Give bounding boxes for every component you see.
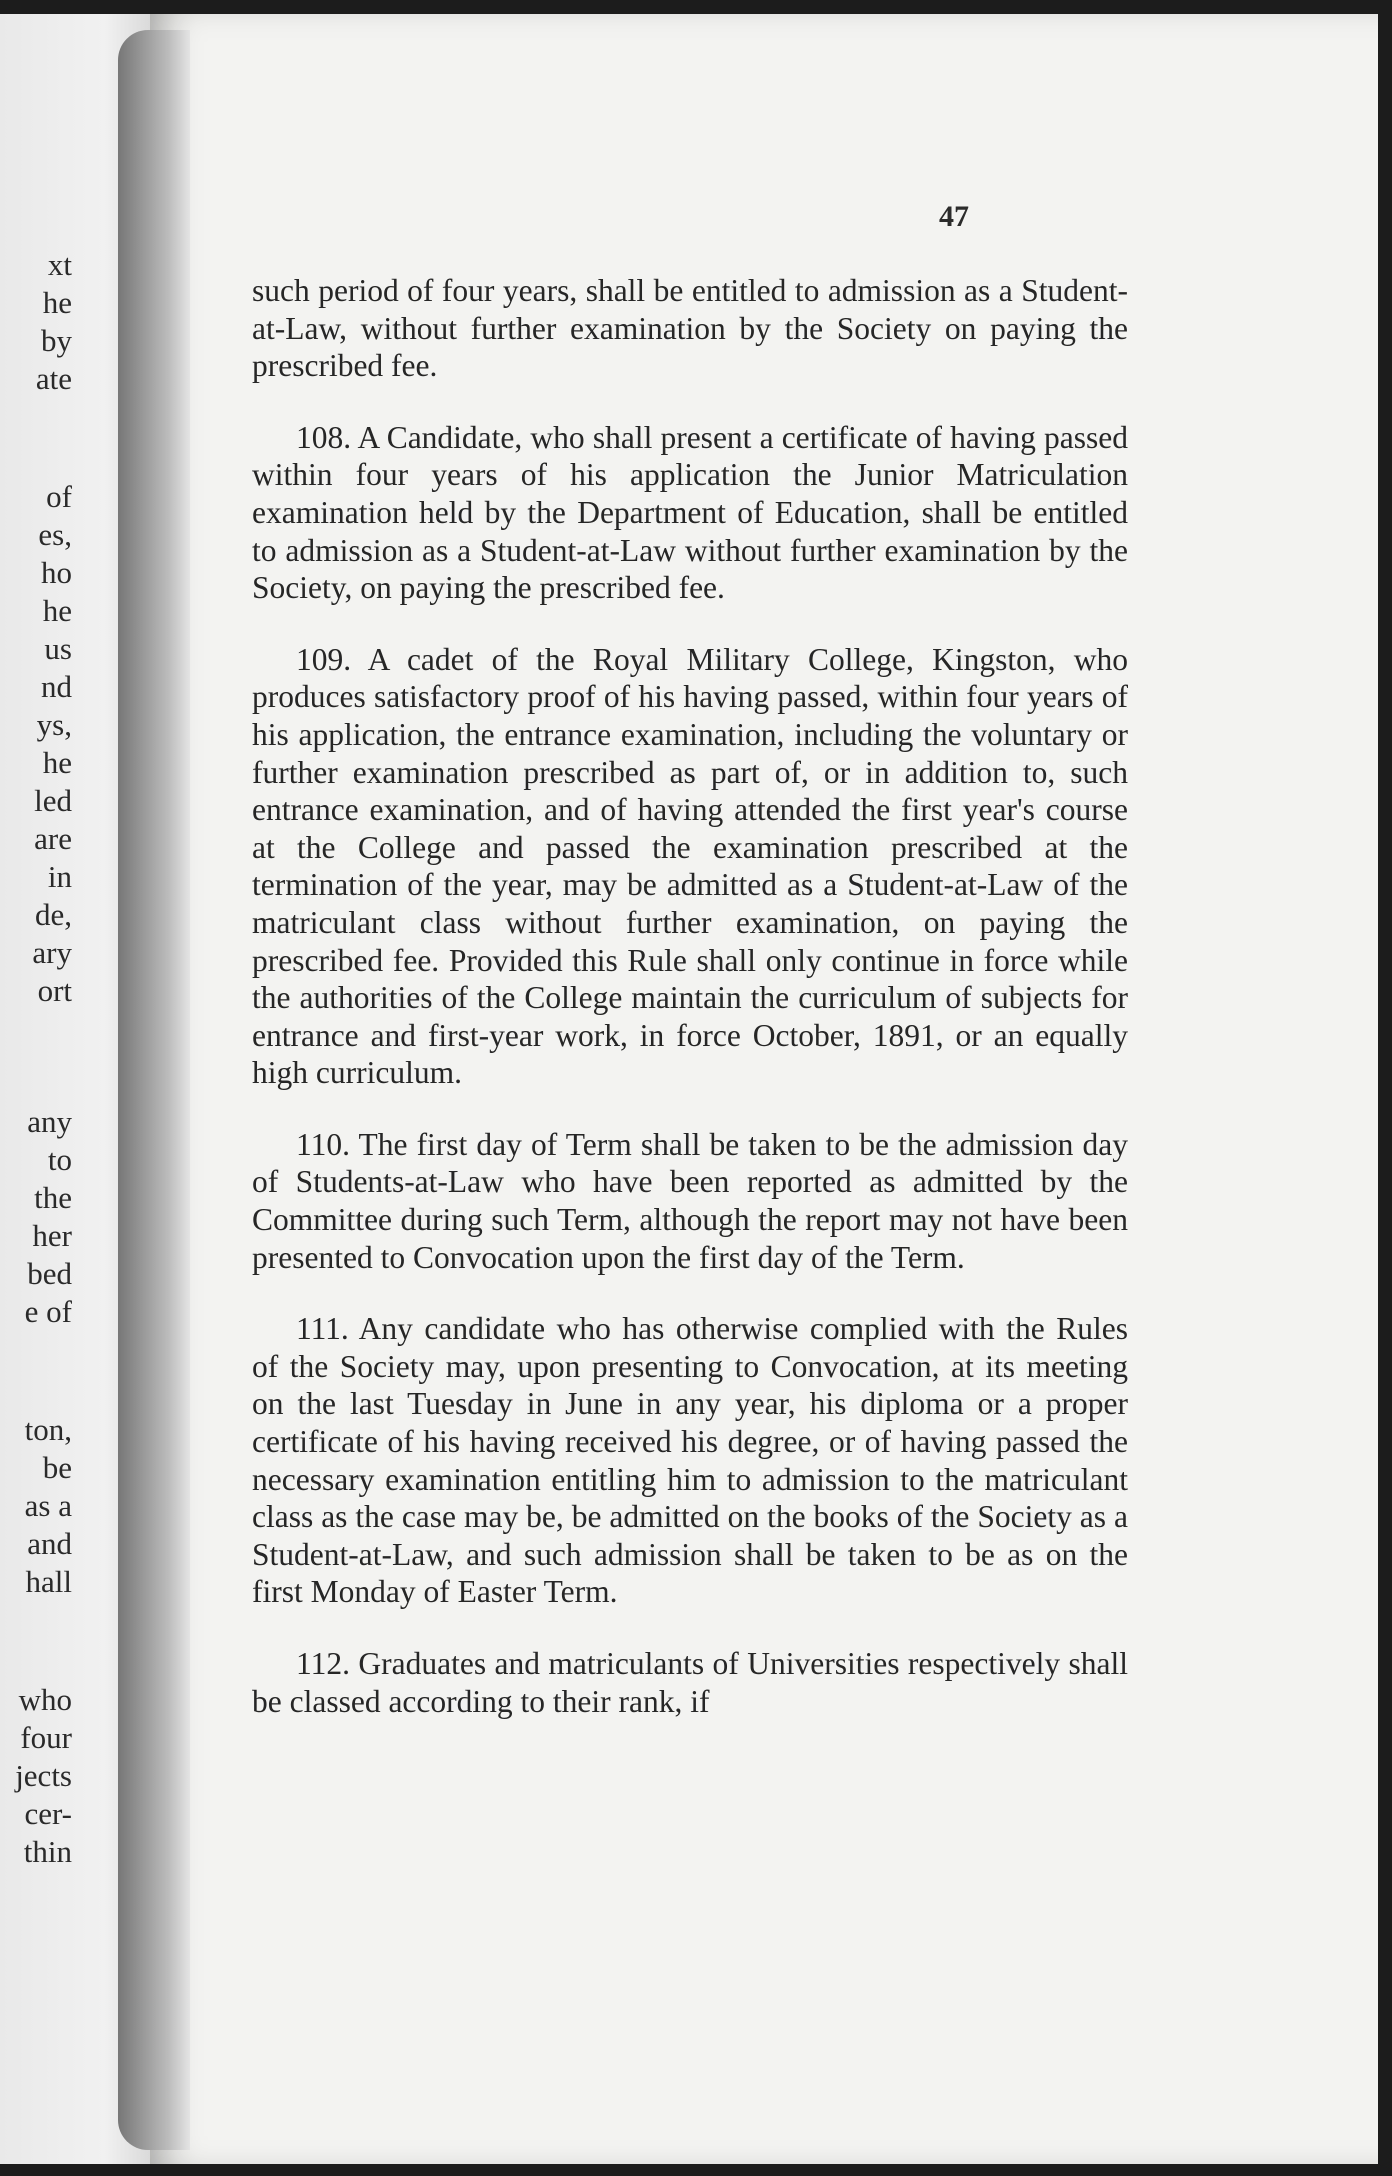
paragraph-rule-111: 111. Any candidate who has otherwise complied with the Rules of the Society may, upon presenting to Convocation, at its meeting on the last Tuesday in June in any year, his diploma or a proper certificate of his having received his degree, or of having passed the necessary examination entitling him to admission to the matriculant class as the case may be, be admitted on the books of the Society as a Student-at-Law, and such admission shall be taken to be as on the first Monday of Easter Term. xyxy=(252,1311,1128,1610)
left-fragment: ary xyxy=(32,935,72,970)
left-fragment: he xyxy=(42,745,72,780)
left-fragment: ho xyxy=(41,555,72,590)
paragraph-rule-108: 108. A Candidate, who shall present a certificate of having passed within four years of his application the Junior Matriculation examination held by the Department of Education, shall be entitled to admission as a Student-at-Law without further examination by the Society, on paying the prescribed fee. xyxy=(252,419,1128,606)
left-fragment: of xyxy=(46,479,72,514)
left-fragment: are xyxy=(34,821,72,856)
paragraph-rule-110: 110. The first day of Term shall be taken to be the admission day of Students-at-Law who have been reported as admitted by the Committee during such Term, although the report may not have been presented to Convocation upon the first day of the Term. xyxy=(252,1126,1128,1275)
left-fragment: by xyxy=(41,323,72,358)
left-fragment: cer- xyxy=(24,1796,72,1831)
left-fragment: ate xyxy=(35,361,72,396)
page-number: 47 xyxy=(939,200,969,233)
left-fragment: to xyxy=(47,1142,72,1177)
left-fragment: four xyxy=(20,1720,72,1755)
left-fragment: any xyxy=(27,1104,72,1139)
left-fragment: ton, xyxy=(24,1412,72,1447)
left-fragment: hall xyxy=(25,1564,72,1599)
left-fragment: and xyxy=(27,1526,72,1561)
paragraph-rule-112: 112. Graduates and matriculants of Universities respectively shall be classed according to their rank, if xyxy=(252,1646,1128,1719)
left-fragment: nd xyxy=(41,669,72,704)
left-fragment: the xyxy=(34,1180,72,1215)
left-fragment: us xyxy=(44,631,72,666)
left-fragment: xt xyxy=(47,247,72,282)
left-fragment: as a xyxy=(24,1488,72,1523)
left-fragment: he xyxy=(42,285,72,320)
body-text xyxy=(252,272,1128,1754)
paragraph-continuation: such period of four years, shall be entitled to admission as a Student-at-Law, without further examination by the Society on paying the prescribed fee. xyxy=(252,273,1128,384)
left-fragment: es, xyxy=(38,517,72,552)
book-gutter xyxy=(118,30,190,2150)
left-fragment: in xyxy=(47,859,72,894)
left-fragment: de, xyxy=(34,897,72,932)
paragraph-rule-109: 109. A cadet of the Royal Military College, Kingston, who produces satisfactory proof of his having passed, within four years of his application, the entrance examination, including the voluntary or further examination prescribed as part of, or in addition to, such entrance examination, and of having attended the first year's course at the College and passed the examination prescribed at the termination of the year, may be admitted as a Student-at-Law of the matriculant class without further examination, on paying the prescribed fee. Provided this Rule shall only continue in force while the authorities of the College maintain the curriculum of subjects for entrance and first-year work, in force October, 1891, or an equally high curriculum. xyxy=(252,641,1128,1091)
left-fragment: jects xyxy=(15,1758,72,1793)
left-fragment: her xyxy=(32,1218,72,1253)
left-fragment: be xyxy=(42,1450,72,1485)
left-fragment: e of xyxy=(24,1294,72,1329)
left-fragment: thin xyxy=(23,1834,72,1869)
left-fragment: ort xyxy=(37,973,72,1008)
left-fragment: who xyxy=(18,1682,72,1717)
left-fragment: ys, xyxy=(36,707,72,742)
left-fragment: led xyxy=(34,783,72,818)
left-fragment: bed xyxy=(27,1256,72,1291)
left-fragment: he xyxy=(42,593,72,628)
